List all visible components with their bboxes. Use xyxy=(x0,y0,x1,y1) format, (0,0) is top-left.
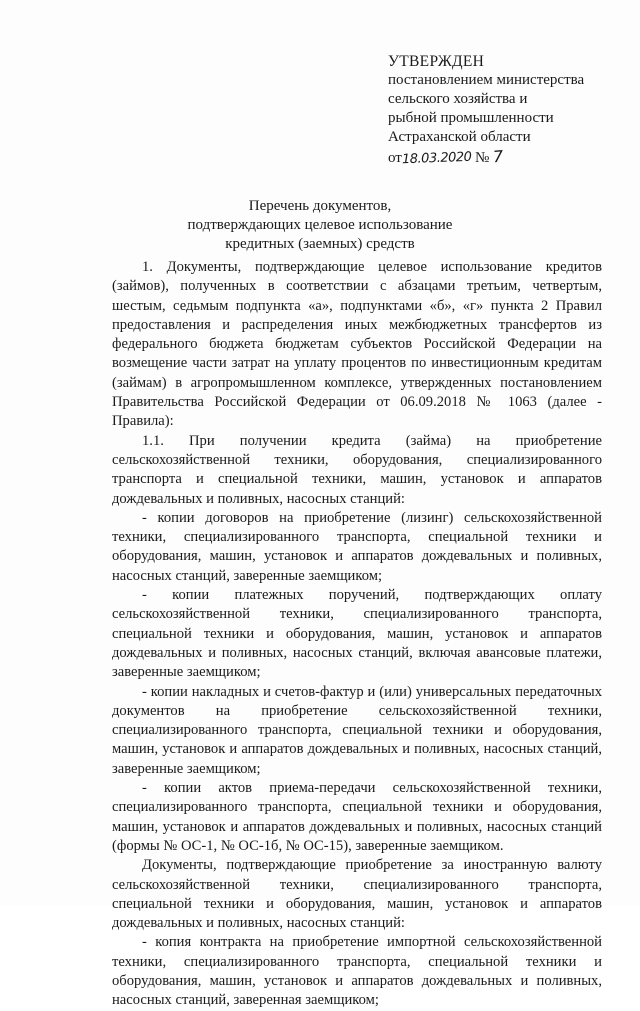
handwritten-date: 18.03.2020 xyxy=(401,149,472,168)
approval-line: сельского хозяйства и xyxy=(388,91,528,107)
approval-line: Астраханской области xyxy=(388,129,531,145)
approval-line: постановлением министерства xyxy=(388,72,585,88)
paragraph: - копии накладных и счетов-фактур и (или) универсальных передаточных документов на приобретение сельскохозяйственной техники, специализированного транспорта, специальной техники и оборудования, машин, установок и аппаратов дождевальных и поливных, насосных станций, заверенные заемщиком; xyxy=(112,683,602,777)
approval-date-line xyxy=(388,147,628,168)
paragraph: 1.1. При получении кредита (займа) на приобретение сельскохозяйственной техники, оборудования, специализированного транспорта и специальной техники, машин, установок и аппаратов дождевальных и поливных, насосных станций: xyxy=(112,432,602,507)
handwritten-number: 7 xyxy=(492,146,504,167)
paragraph: - копия контракта на приобретение импортной сельскохозяйственной техники, специализированного транспорта, специальной техники и оборудования, машин, установок и аппаратов дождевальных и поливных, насосных станций, заверенная заемщиком; xyxy=(112,934,602,1009)
paragraph: - копии договоров на приобретение (лизинг) сельскохозяйственной техники, специализированного транспорта, специальной техники и оборудования, машин, установок и аппаратов дождевальных и поливных, насосных станций, заверенные заемщиком; xyxy=(112,509,602,584)
paragraph: - копии актов приема-передачи сельскохозяйственной техники, специализированного транспорта, специальной техники и оборудования, машин, установок и аппаратов дождевальных и поливных, насосных станций (формы № ОС-1, № ОС-1б, № ОС-15), заверенные заемщиком. xyxy=(112,780,602,854)
document-title xyxy=(0,197,640,254)
title-line: кредитных (заемных) средств xyxy=(225,236,415,252)
number-label: № xyxy=(475,150,490,166)
paragraph: - копии платежных поручений, подтверждающих оплату сельскохозяйственной техники, специализированного транспорта, специальной техники и оборудования, машин, установок и аппаратов дождевальных и поливных, насосных станций, включая авансовые платежи, заверенные заемщиком; xyxy=(112,587,602,681)
approval-line: рыбной промышленности xyxy=(388,110,554,126)
paragraph: Документы, подтверждающие приобретение за иностранную валюту сельскохозяйственной техники, специализированного транспорта, специальной техники и оборудования, машин, установок и аппаратов дождевальных и поливных, насосных станций: xyxy=(112,857,602,932)
title-line: Перечень документов, xyxy=(248,198,392,214)
document-body xyxy=(112,258,602,1011)
approval-block xyxy=(388,52,628,168)
title-line: подтверждающих целевое использование xyxy=(187,217,453,233)
paragraph: 1. Документы, подтверждающие целевое использование кредитов (займов), полученных в соответствии с абзацами третьим, четвертым, шестым, седьмым подпункта «а», подпунктами «б», «г» пункта 2 Правил предоставления и распределения иных межбюджетных трансфертов из федерального бюджета бюджетам субъектов Российской Федерации на возмещение части затрат на уплату процентов по инвестиционным кредитам (займам) в агропромышленном комплексе, утвержденных постановлением Правительства Российской Федерации от 06.09.2018 № 1063 (далее - Правила): xyxy=(112,259,602,430)
approval-heading: УТВЕРЖДЕН xyxy=(388,53,485,70)
date-prefix: от xyxy=(388,150,402,166)
